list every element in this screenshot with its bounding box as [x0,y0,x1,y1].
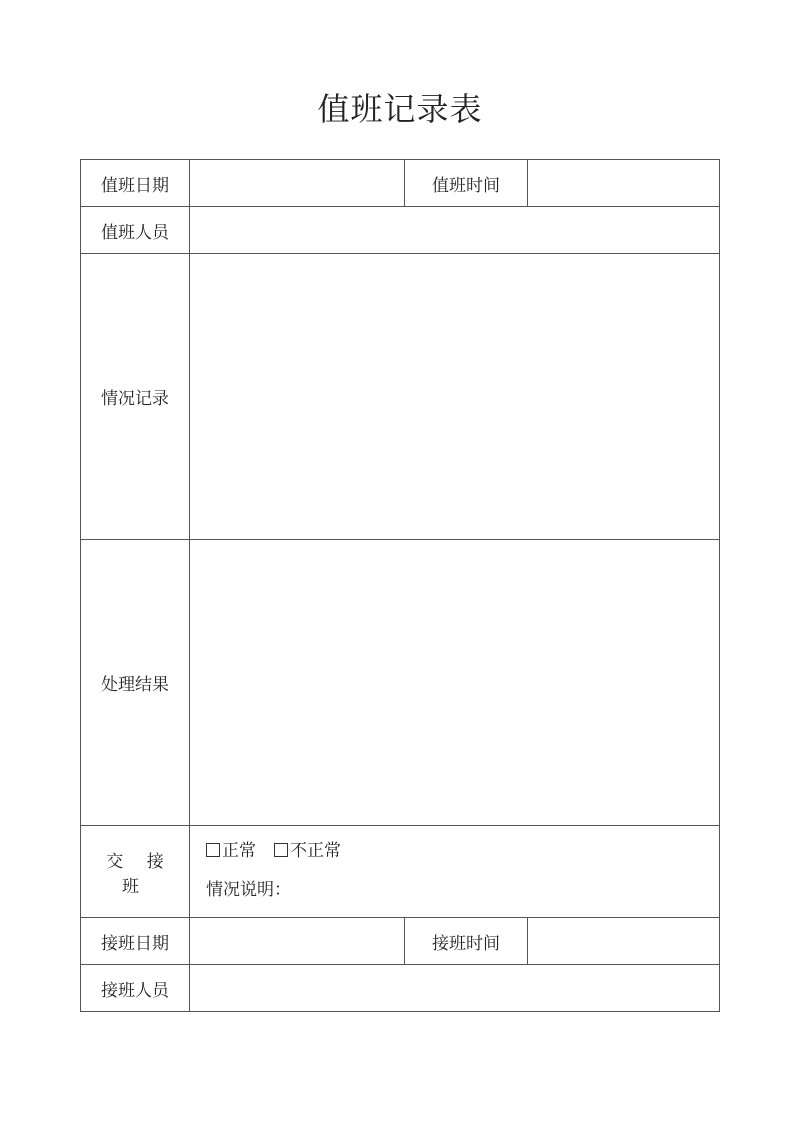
receive-staff-field[interactable] [190,965,720,1012]
handover-row [81,826,720,918]
receive-staff-label: 接班人员 [81,965,190,1012]
handover-cell [190,826,720,918]
duty-date-row [81,160,720,207]
handover-label [81,826,190,918]
duty-time-field[interactable] [528,160,720,207]
page-title: 值班记录表 [317,90,483,128]
duty-staff-field[interactable] [190,207,720,254]
handover-option-normal[interactable] [206,841,256,861]
handover-description-label: 情况说明： [206,880,291,900]
receive-time-label: 接班时间 [405,918,528,965]
receive-date-field[interactable] [190,918,405,965]
handover-label-text: 交 接 班 [106,851,173,897]
checkbox-icon[interactable] [274,843,288,857]
checkbox-icon[interactable] [206,843,220,857]
result-row [81,540,720,826]
receive-time-field[interactable] [528,918,720,965]
handover-option-normal-label: 正常 [222,841,256,861]
situation-row [81,254,720,540]
handover-description[interactable] [206,879,719,901]
situation-field[interactable] [190,254,720,540]
duty-date-label: 值班日期 [81,160,190,207]
duty-record-table [80,159,720,1012]
handover-options [206,840,719,862]
result-field[interactable] [190,540,720,826]
receive-date-row [81,918,720,965]
duty-staff-row [81,207,720,254]
duty-staff-label: 值班人员 [81,207,190,254]
result-label: 处理结果 [81,540,190,826]
situation-label: 情况记录 [81,254,190,540]
receive-date-label: 接班日期 [81,918,190,965]
receive-staff-row [81,965,720,1012]
handover-option-abnormal[interactable] [274,841,341,861]
duty-date-field[interactable] [190,160,405,207]
handover-option-abnormal-label: 不正常 [290,841,341,861]
duty-time-label: 值班时间 [405,160,528,207]
